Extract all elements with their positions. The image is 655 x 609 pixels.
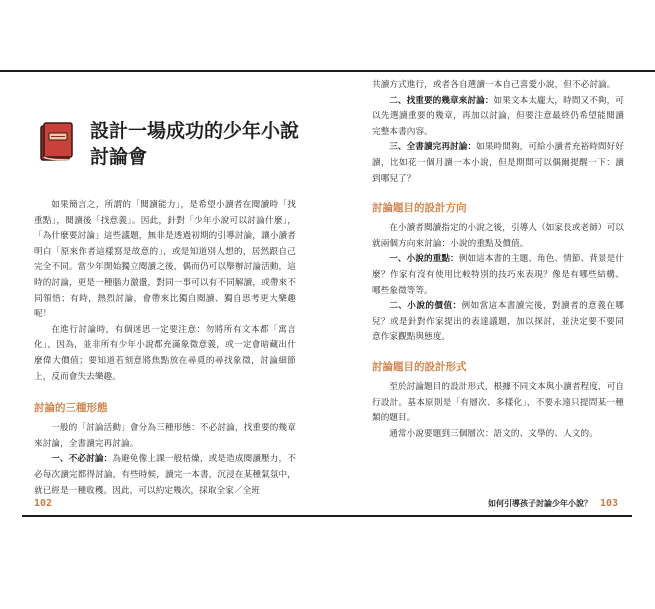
- item-lead: 一、不必討論：: [51, 454, 113, 465]
- page-number-left: 102: [34, 498, 53, 509]
- item-lead: 二、小說的價值：: [389, 301, 462, 312]
- list-item: [372, 140, 624, 187]
- section-title: 討論題目的設計方向: [372, 202, 467, 215]
- bottom-rule: [22, 515, 632, 517]
- left-page: [34, 78, 300, 499]
- top-rule: [0, 70, 655, 72]
- item-text: 如果文本太龐大，時間又不夠，可以先選讀重要的幾章，再加以討論，但要注意最終仍希望能閱讀完整本書內容。: [372, 95, 624, 137]
- item-text: 例如這本書的主題、角色、情節、背景是什麼？作家有沒有使用比較特別的技巧來表現？像是有哪些結構、哪些象徵等等。: [372, 254, 624, 296]
- item-text: 如果時間夠，可給小讀者充裕時間好好讀，比如花一個月讀一本小說，但是期間可以偶爾提醒一下：讀到哪兒了？: [372, 142, 624, 184]
- paragraph: 一般的「討論活動」會分為三種形態：不必討論，找重要的幾章來討論，全書讀完再討論。: [34, 423, 296, 449]
- section-title: 討論題目的設計形式: [372, 360, 467, 373]
- item-lead: 一、小說的重點：: [389, 254, 459, 265]
- paragraph: 至於討論題目的設計形式，根據不同文本與小讀者程度，可自行設計。基本原則是「有層次、多樣化」，不要永遠只提問某一種類的題目。: [372, 381, 624, 424]
- list-item: [372, 252, 624, 299]
- section-title: 討論的三種形態: [34, 402, 108, 415]
- book-icon: [36, 120, 76, 164]
- running-head: 如何引導孩子討論少年小說？: [488, 499, 592, 508]
- paragraph: 在小讀者閱讀指定的小說之後，引導人（如家長或老師）可以就兩個方向來討論：小說的重點及價值。: [372, 223, 624, 249]
- list-item: [372, 94, 624, 141]
- paragraph: 通常小說要題到三個層次：語文的、文學的、人文的。: [389, 428, 598, 439]
- page-title: [90, 118, 305, 170]
- paragraph: 共讀方式進行，或者各自選讀一本自己喜愛小說，但不必討論。: [372, 80, 616, 90]
- chapter-heading: [34, 118, 300, 198]
- list-item: [372, 299, 624, 346]
- item-lead: 二、找重要的幾章來討論：: [389, 95, 494, 106]
- item-text: 例如當這本書讀完後，對讀者的意義在哪兒？或是針對作家提出的表達議題，加以探討，並決定要不要同意作家觀點與態度。: [372, 301, 624, 343]
- item-text: 為避免像上課一般枯燥，或是造成閱讀壓力，不必每次讀完都得討論，有些時候，讀完一本書，沉浸在某種氣氛中，就已經是一種收穫。因此，可以約定幾次，採取全家／全班: [34, 454, 296, 496]
- item-lead: 三、全書讀完再討論：: [389, 142, 477, 153]
- paragraph: 如果簡言之，所謂的「閱讀能力」，是希望小讀者在閱讀時「找重點」，閱讀後「找意義」。因此，針對「少年小說可以討論什麼」，「為什麼要討論」這些議題，無非是透過初期的引導討論，讓小讀者明白「原來作者這樣寫是故意的」，或是知道別人想的，居然跟自己完全不同。當少年開始獨立閱讀之後，偶而仍可以舉辦討論活動，這時的討論，更是一種腦力激盪，對同一事可以有不同解讀，或帶來不同領悟；有時，熱烈討論，會帶來比獨自閱讀、獨自思考更大樂趣呢！: [34, 200, 296, 320]
- page-number-right: 103: [600, 498, 619, 509]
- right-page: [372, 78, 624, 442]
- paragraph: 在進行討論時，有個迷思一定要注意：勿將所有文本都「寓言化」，因為，並非所有少年小說都充滿象徵意義，或一定會暗藏出什麼偉大價值；要知道若刻意將焦點放在尋覓的尋找象徵，討論細節上，反而會失去樂趣。: [34, 324, 296, 382]
- title-line-2: 討論會: [90, 146, 148, 168]
- list-item: [34, 452, 296, 499]
- title-line-1: 設計一場成功的少年小說: [90, 120, 300, 142]
